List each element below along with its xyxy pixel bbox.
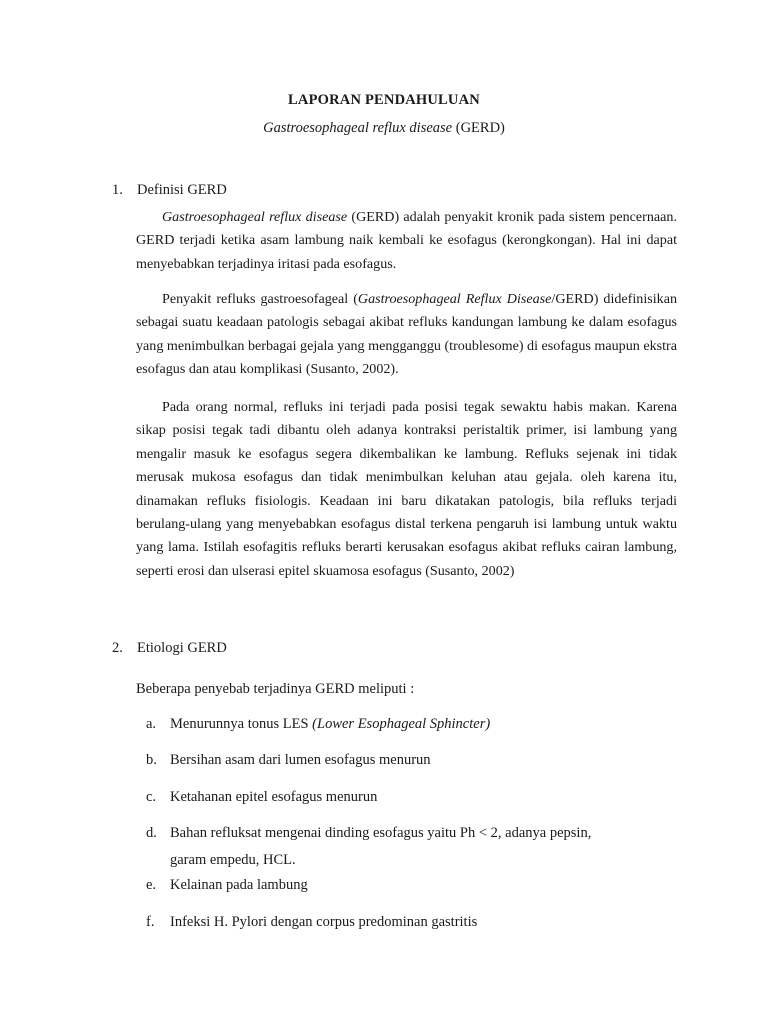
list-item-d [146,820,666,874]
list-item-text-continued: garam empedu, HCL. [170,852,296,868]
list-marker: f. [146,914,155,930]
list-marker: e. [146,877,157,893]
p2-text-a: Penyakit refluks gastroesofageal ( [162,291,358,307]
p1-text: (GERD) adalah penyakit kronik pada sistem pencernaan. GERD terjadi ketika asam lambung naik kembali ke esofagus (kerongkongan). Hal ini dapat menyebabkan terjadinya iritasi pada esofagus. [136,209,677,272]
section-1-number: 1. [112,182,123,198]
list-item-text: Infeksi H. Pylori dengan corpus predominan gastritis [170,914,478,930]
list-item-e [146,872,666,899]
section-1-title: Definisi GERD [137,182,227,198]
subtitle-italic: Gastroesophageal reflux disease [263,120,453,136]
list-item-f [146,909,666,936]
list-marker: a. [146,716,157,732]
list-item-text: Kelainan pada lambung [170,877,308,893]
section-1-paragraph-2 [136,288,677,382]
section-1-paragraph-1 [136,206,677,276]
section-1-heading [112,182,227,199]
section-1-paragraph-3: Pada orang normal, refluks ini terjadi pada posisi tegak sewaktu habis makan. Karena sikap posisi tegak tadi dibantu oleh adanya kontraksi peristaltik primer, isi lambung yang mengalir masuk ke esofagus segera dikembalikan ke lambung. Refluks sejenak ini tidak merusak mukosa esofagus dan tidak menimbulkan keluhan atau gejala. oleh karena itu, dinamakan refluks fisiologis. Keadaan ini baru dikatakan patologis, bila refluks terjadi berulang-ulang yang menyebabkan esofagus distal terkena pengaruh isi lambung untuk waktu yang lama. Istilah esofagitis refluks berarti kerusakan esofagus akibat refluks cairan lambung, seperti erosi dan ulserasi epitel skuamosa esofagus (Susanto, 2002) [136,399,677,579]
p2-italic: Gastroesophageal Reflux Disease [357,291,552,307]
section-2-intro: Beberapa penyebab terjadinya GERD meliputi : [136,681,415,697]
list-item-c [146,784,666,811]
list-item-text: Ketahanan epitel esofagus menurun [170,789,378,805]
list-item-b [146,747,666,774]
subtitle-rest: (GERD) [452,120,505,136]
section-2-title: Etiologi GERD [137,640,227,656]
section-2-number: 2. [112,640,123,656]
list-marker: d. [146,825,157,841]
p1-italic: Gastroesophageal reflux disease [162,209,348,225]
list-marker: c. [146,789,157,805]
list-item-text: Bersihan asam dari lumen esofagus menurun [170,752,431,768]
p2-text-b: /GERD) didefinisikan sebagai suatu keadaan patologis sebagai akibat refluks kandungan lambung ke dalam esofagus yang menimbulkan berbagai gejala yang mengganggu (troublesome) di esofagus maupun ekstra esofagus dan atau komplikasi (Susanto, 2002). [136,291,677,378]
list-marker: b. [146,752,157,768]
section-2-heading [112,640,227,657]
list-item-italic: (Lower Esophageal Sphincter) [312,716,491,732]
list-item-text: Menurunnya tonus LES [170,716,313,732]
document-title: LAPORAN PENDAHULUAN [288,92,480,108]
list-item-a [146,711,666,738]
document-subtitle [0,120,768,137]
list-item-text: Bahan refluksat mengenai dinding esofagus yaitu Ph < 2, adanya pepsin, [170,825,592,841]
